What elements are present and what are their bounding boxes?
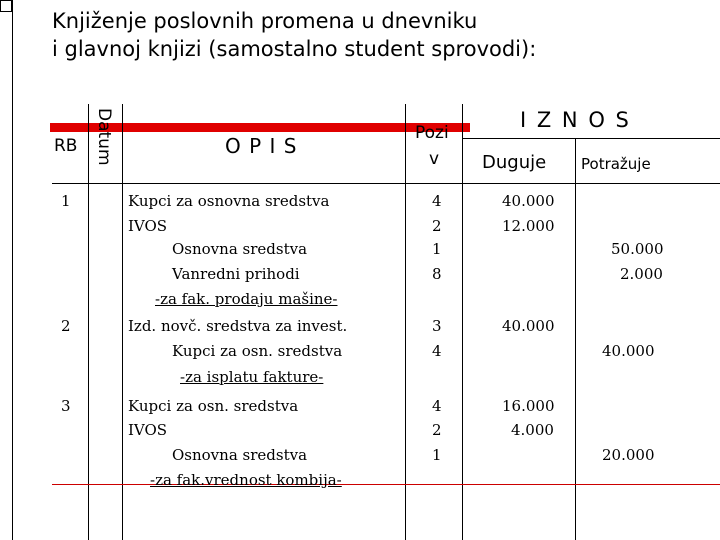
header-datum: Datum — [94, 108, 114, 166]
header-rb: RB — [54, 136, 78, 156]
cell-opis: Osnovna sredstva — [172, 240, 308, 258]
cell-opis: Kupci za osnovna sredstva — [128, 192, 330, 210]
cell-rb: 3 — [61, 397, 71, 415]
header-iznos: I Z N O S — [520, 108, 631, 132]
cell-pos: 3 — [432, 317, 442, 335]
cell-duguje: 40.000 — [502, 317, 555, 335]
page-title: Knjiženje poslovnih promena u dnevniku — [52, 9, 478, 33]
cell-pos: 8 — [432, 265, 442, 283]
cell-duguje: 12.000 — [502, 217, 555, 235]
cell-pos: 4 — [432, 192, 442, 210]
cell-potrazuje: 2.000 — [620, 265, 663, 283]
cell-opis: IVOS — [128, 421, 168, 439]
header-pozi: Pozi — [415, 123, 449, 143]
col-line-rb — [88, 104, 89, 540]
cell-pos: 2 — [432, 217, 442, 235]
header-duguje: Duguje — [482, 152, 547, 173]
slide-corner-box — [0, 0, 12, 12]
cell-rb: 1 — [61, 192, 71, 210]
cell-pos: 1 — [432, 240, 442, 258]
cell-opis: Kupci za osn. sredstva — [128, 397, 299, 415]
cell-potrazuje: 20.000 — [602, 446, 655, 464]
cell-duguje: 4.000 — [511, 421, 554, 439]
cell-opis-note: -za fak. prodaju mašine- — [155, 290, 338, 308]
cell-pos: 2 — [432, 421, 442, 439]
cell-rb: 2 — [61, 317, 71, 335]
cell-opis-note: -za fak.vrednost kombija- — [150, 471, 342, 489]
cell-opis: Izd. novč. sredstva za invest. — [128, 317, 348, 335]
cell-pos: 4 — [432, 342, 442, 360]
header-v: v — [429, 149, 440, 169]
cell-duguje: 16.000 — [502, 397, 555, 415]
header-opis: O P I S — [225, 134, 298, 158]
header-bottom-line — [52, 183, 720, 184]
cell-pos: 4 — [432, 397, 442, 415]
cell-opis: Kupci za osn. sredstva — [172, 342, 343, 360]
col-line-pos — [462, 104, 463, 540]
cell-duguje: 40.000 — [502, 192, 555, 210]
slide-frame-left — [0, 0, 13, 540]
col-line-datum — [122, 104, 123, 540]
cell-opis: Vanredni prihodi — [172, 265, 300, 283]
cell-potrazuje: 40.000 — [602, 342, 655, 360]
header-potrazuje: Potražuje — [581, 155, 651, 173]
col-line-duguje — [575, 138, 576, 540]
page-subtitle: i glavnoj knjizi (samostalno student sprovodi): — [52, 37, 537, 61]
col-line-opis — [405, 104, 406, 540]
cell-opis: IVOS — [128, 217, 168, 235]
cell-opis-note: -za isplatu fakture- — [180, 368, 324, 386]
cell-opis: Osnovna sredstva — [172, 446, 308, 464]
cell-pos: 1 — [432, 446, 442, 464]
cell-potrazuje: 50.000 — [611, 240, 664, 258]
iznos-underline — [462, 138, 720, 139]
